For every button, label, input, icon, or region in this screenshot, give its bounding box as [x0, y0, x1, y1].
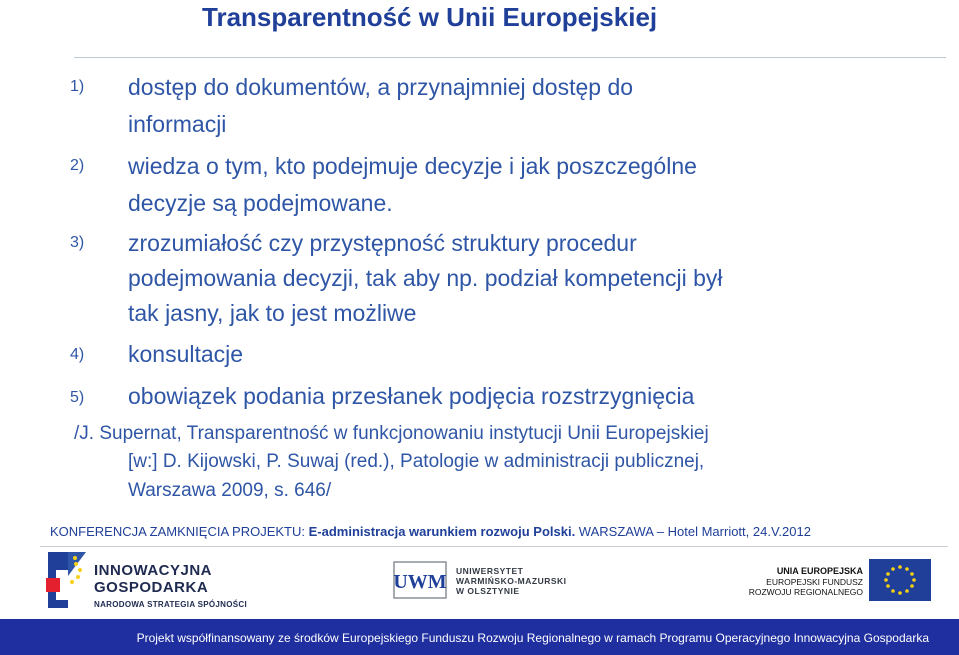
- item-number: 3): [70, 234, 85, 251]
- item-text-line: informacji: [128, 111, 227, 137]
- item-text-line: decyzje są podejmowane.: [128, 190, 393, 216]
- logo-line: WARMIŃSKO-MAZURSKI: [456, 576, 567, 586]
- item-text-line: wiedza o tym, kto podejmuje decyzje i jak poszczególne: [128, 153, 697, 179]
- item-text-line: zrozumiałość czy przystępność struktury procedur: [128, 230, 637, 256]
- logo-strip: [0, 548, 959, 620]
- logo-line: GOSPODARKA: [94, 579, 209, 596]
- item-text-line: tak jasny, jak to jest możliwe: [128, 300, 417, 326]
- title-divider: [74, 57, 946, 58]
- item-text-line: podejmowania decyzji, tak aby np. podział kompetencji był: [128, 265, 723, 291]
- conference-title: E-administracja warunkiem rozwoju Polski.: [308, 524, 576, 539]
- footer-divider: [40, 546, 948, 547]
- citation-line: Warszawa 2009, s. 646/: [128, 480, 332, 501]
- item-number: 5): [70, 389, 85, 406]
- logo-line: ROZWOJU REGIONALNEGO: [748, 587, 863, 597]
- logo-line: NARODOWA STRATEGIA SPÓJNOŚCI: [94, 600, 248, 609]
- eu-flag-icon: [869, 559, 931, 601]
- conference-prefix: KONFERENCJA ZAMKNIĘCIA PROJEKTU:: [50, 524, 309, 539]
- citation-line: [w:] D. Kijowski, P. Suwaj (red.), Patologie w administracji publicznej,: [128, 451, 705, 472]
- item-text-line: obowiązek podania przesłanek podjęcia rozstrzygnięcia: [128, 383, 695, 409]
- page-title: Transparentność w Unii Europejskiej: [202, 2, 658, 32]
- innowacyjna-gospodarka-logo: [94, 562, 247, 613]
- funding-footer-bar: [0, 619, 959, 655]
- item-number: 1): [70, 78, 85, 95]
- innowacyjna-gospodarka-emblem-icon: [42, 548, 90, 612]
- funding-statement: Projekt współfinansowany ze środków Europejskiego Funduszu Rozwoju Regionalnego w ramach Programu Operacyjnego Innowacyjna Gospodarka: [136, 631, 929, 645]
- item-number: 2): [70, 157, 85, 174]
- eu-fund-logo: [749, 566, 863, 598]
- logo-line: W OLSZTYNIE: [456, 586, 520, 596]
- conference-banner: [50, 524, 811, 539]
- item-text-line: konsultacje: [128, 341, 244, 367]
- logo-line: UNIWERSYTET: [456, 566, 524, 576]
- logo-line: UNIA EUROPEJSKA: [776, 566, 863, 576]
- conference-place: WARSZAWA – Hotel Marriott, 24.V.2012: [575, 524, 811, 539]
- logo-line: INNOWACYJNA: [94, 562, 213, 579]
- uwm-mark-text: UWM: [393, 571, 447, 593]
- item-text-line: dostęp do dokumentów, a przynajmniej dostęp do: [128, 74, 634, 100]
- logo-line: EUROPEJSKI FUNDUSZ: [766, 576, 863, 587]
- uwm-logo: [456, 566, 567, 596]
- uwm-logo-mark-icon: [392, 560, 448, 600]
- item-number: 4): [70, 346, 85, 363]
- citation-line: /J. Supernat, Transparentność w funkcjonowaniu instytucji Unii Europejskiej: [74, 423, 709, 444]
